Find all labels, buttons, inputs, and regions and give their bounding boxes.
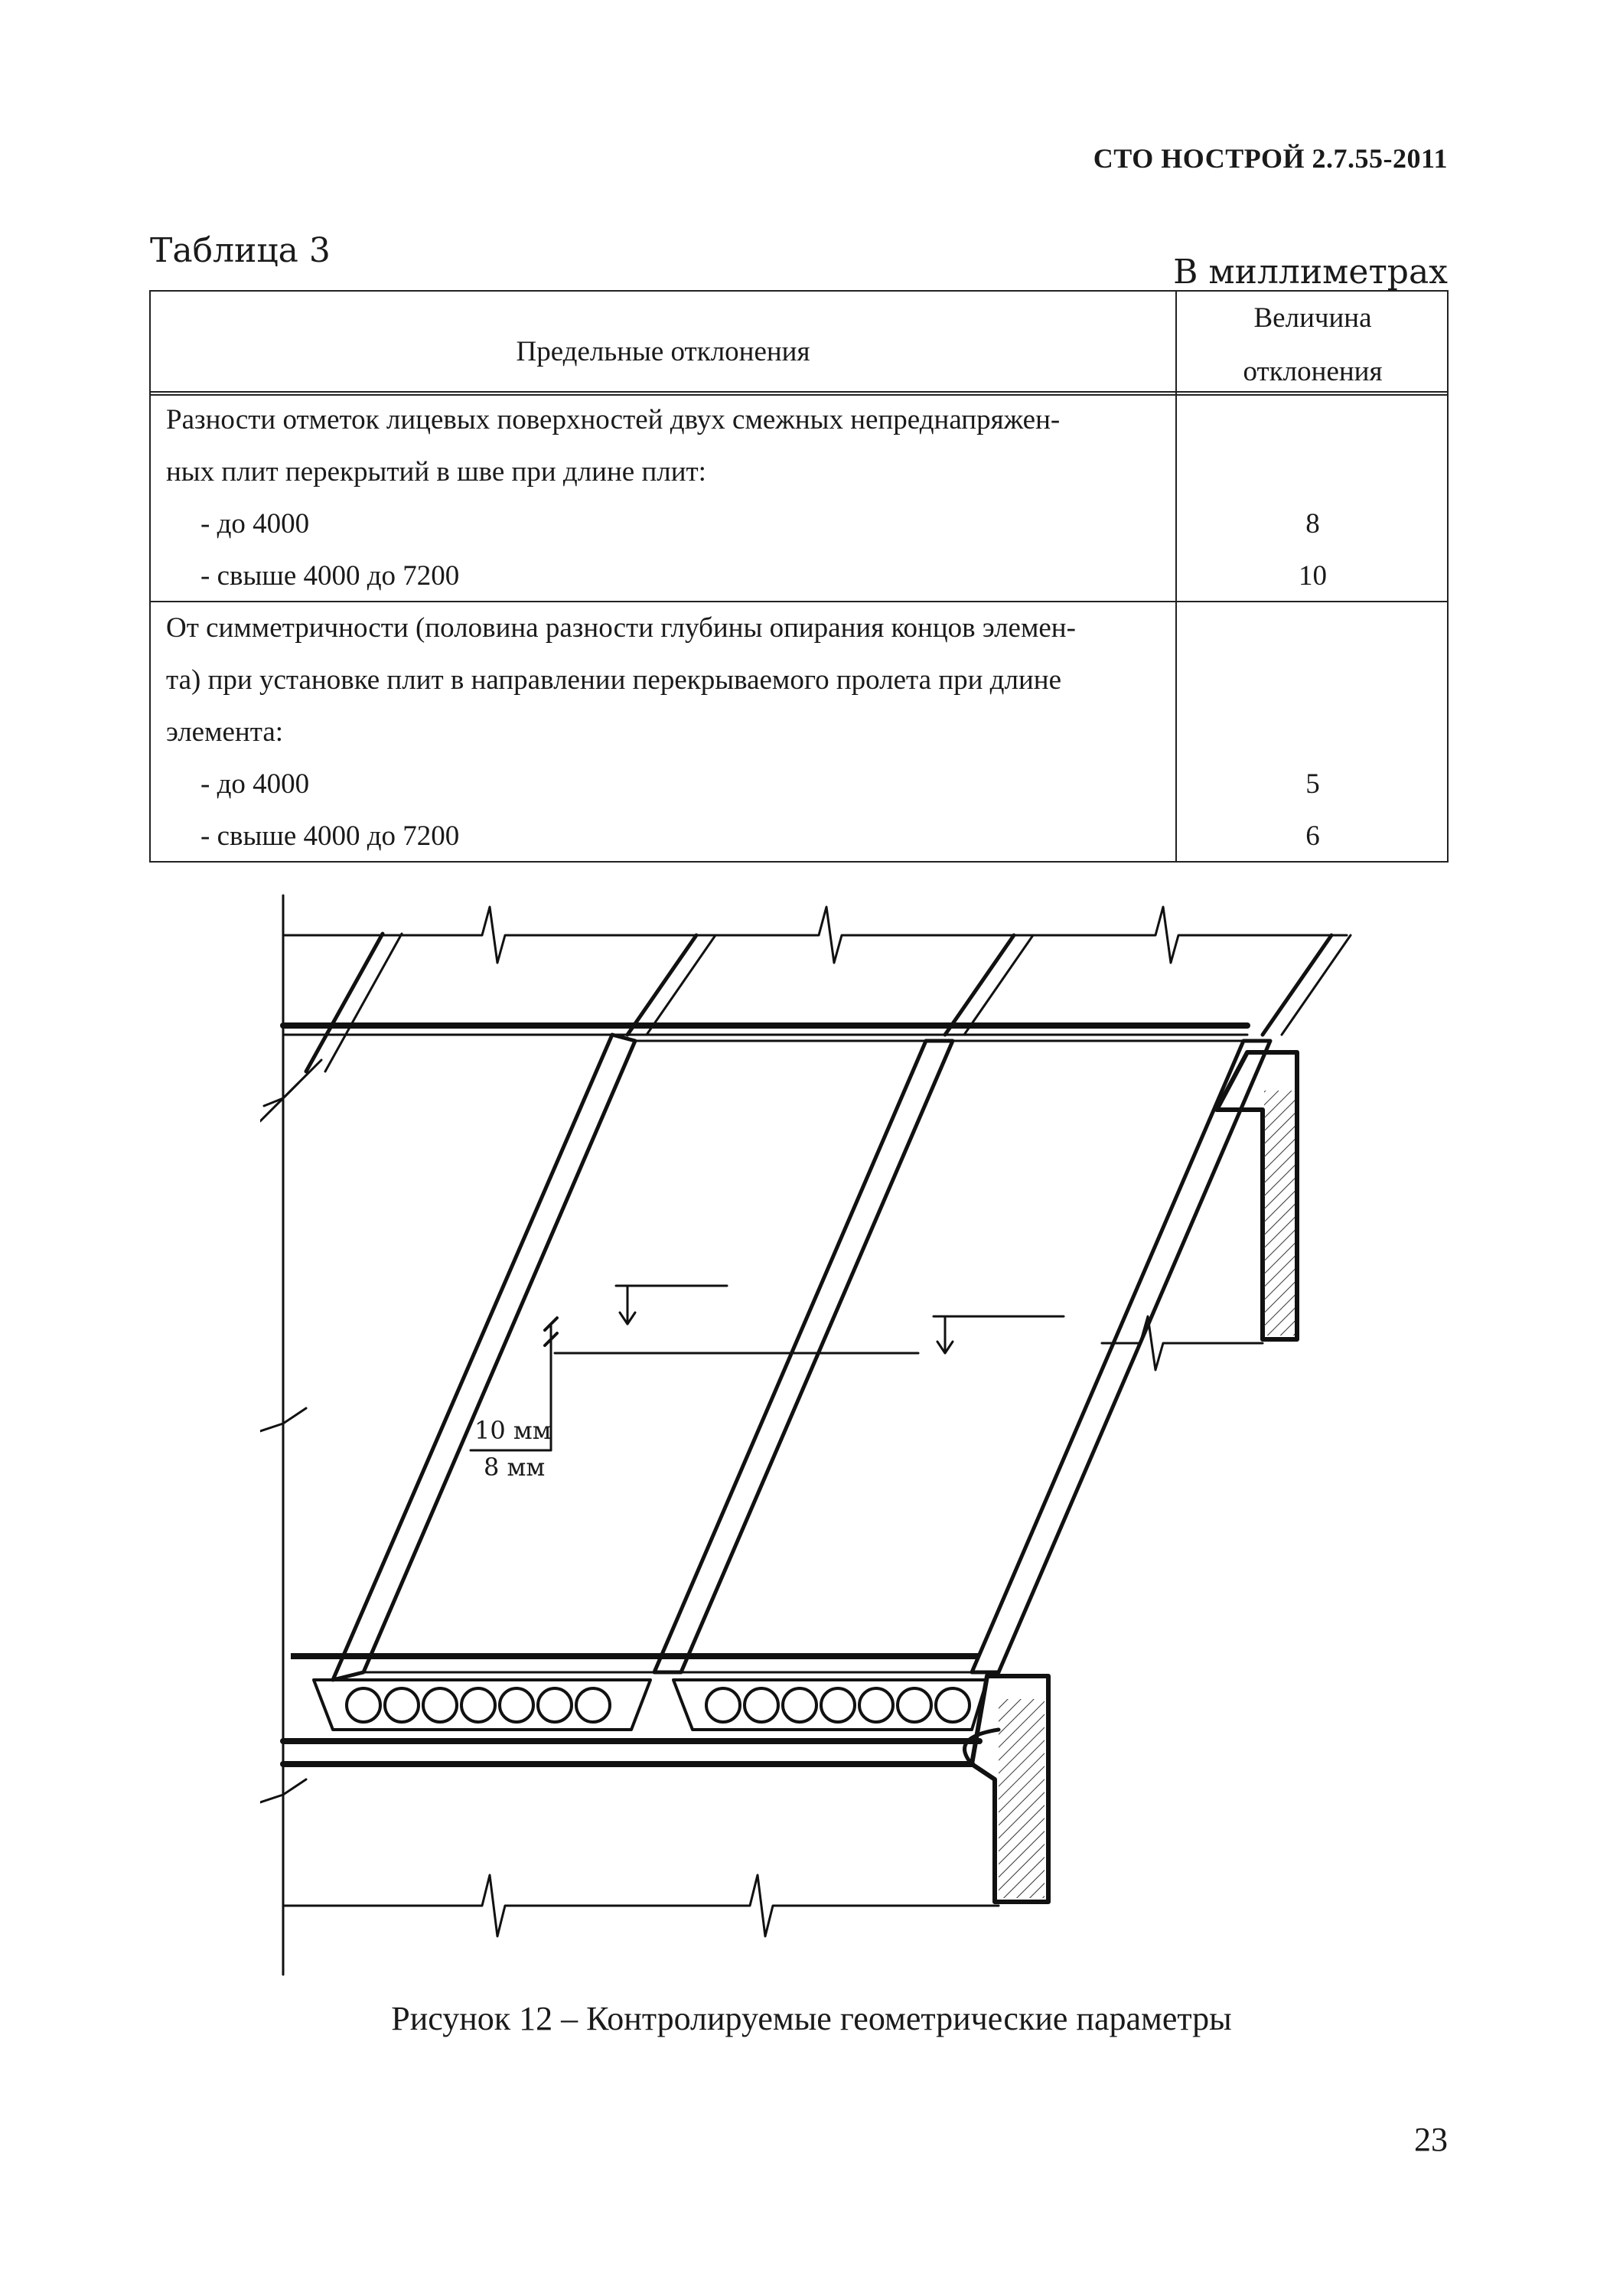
deviation-table <box>149 290 1449 863</box>
table-title: Таблица 3 <box>150 231 331 270</box>
dimension-label-top: 10 мм <box>474 1416 552 1445</box>
front-beam-top <box>291 1653 979 1659</box>
joint-1 <box>654 1041 953 1672</box>
slab-1-top-face <box>363 1041 926 1672</box>
page-number: 23 <box>1414 2121 1448 2158</box>
row-2-item-value: 6 <box>1305 820 1320 852</box>
far-wall-line <box>283 907 1347 963</box>
column-header-deviations: Предельные отклонения <box>516 336 810 367</box>
row-1-line: ных плит перекрытий в шве при длине плит: <box>166 456 706 488</box>
column-header-value <box>1177 292 1449 399</box>
lower-beam-curve <box>965 1730 999 1764</box>
row-1-item-value: 8 <box>1305 508 1320 540</box>
dimension-label-bottom: 8 мм <box>484 1453 546 1482</box>
level-marker <box>620 1286 635 1324</box>
slab-2-voids <box>706 1688 970 1722</box>
row-1-item-label: - свыше 4000 до 7200 <box>200 560 460 592</box>
row-2-item-value: 5 <box>1305 768 1320 800</box>
row-2-line: От симметричности (половина разности глубины опирания концов элемен- <box>166 612 1076 644</box>
bottom-wall-line <box>283 1875 999 1936</box>
slab-1-left-edge <box>333 1035 635 1680</box>
figure-slab-drawing <box>260 888 1393 1994</box>
upper-beam-break <box>260 1060 321 1121</box>
slab-2-far-edge <box>945 935 1014 1035</box>
table-units: В миллиметрах <box>1173 253 1448 292</box>
slab-1-voids <box>347 1688 610 1722</box>
slab-1-far-edge <box>627 935 696 1035</box>
row-1-item-label: - до 4000 <box>200 508 310 540</box>
right-far-edge <box>1282 935 1351 1035</box>
column-header-value-line2: отклонения <box>1243 356 1383 387</box>
break-mark <box>264 1083 298 1106</box>
slab-drawing-svg <box>260 888 1393 1990</box>
slab-1-far-edge <box>647 935 715 1035</box>
right-far-edge <box>1263 935 1331 1035</box>
figure-caption: Рисунок 12 – Контролируемые геометрические параметры <box>391 2000 1232 2037</box>
table-row-1-text <box>166 394 1161 602</box>
slab-2-right-edge <box>972 1041 1270 1672</box>
level-marker <box>937 1316 953 1353</box>
joint-line <box>306 934 383 1071</box>
row-2-line: элемента: <box>166 716 284 748</box>
upper-wall-hatching <box>1264 1091 1295 1336</box>
row-1-item-value: 10 <box>1299 560 1327 592</box>
row-2-item-label: - до 4000 <box>200 768 310 800</box>
lower-wall-hatching <box>999 1699 1045 1898</box>
document-code: СТО НОСТРОЙ 2.7.55-2011 <box>1093 143 1448 174</box>
row-2-line: та) при установке плит в направлении перекрываемого пролета при длине <box>166 664 1061 696</box>
joint-line <box>325 934 402 1071</box>
column-header-value-line1: Величина <box>1253 302 1372 334</box>
row-1-line: Разности отметок лицевых поверхностей двух смежных непреднапряжен- <box>166 404 1061 435</box>
upper-wall-break <box>1102 1316 1263 1370</box>
row-2-item-label: - свыше 4000 до 7200 <box>200 820 460 852</box>
slab-2-far-edge <box>964 935 1033 1035</box>
table-row-2-text <box>166 602 1161 863</box>
